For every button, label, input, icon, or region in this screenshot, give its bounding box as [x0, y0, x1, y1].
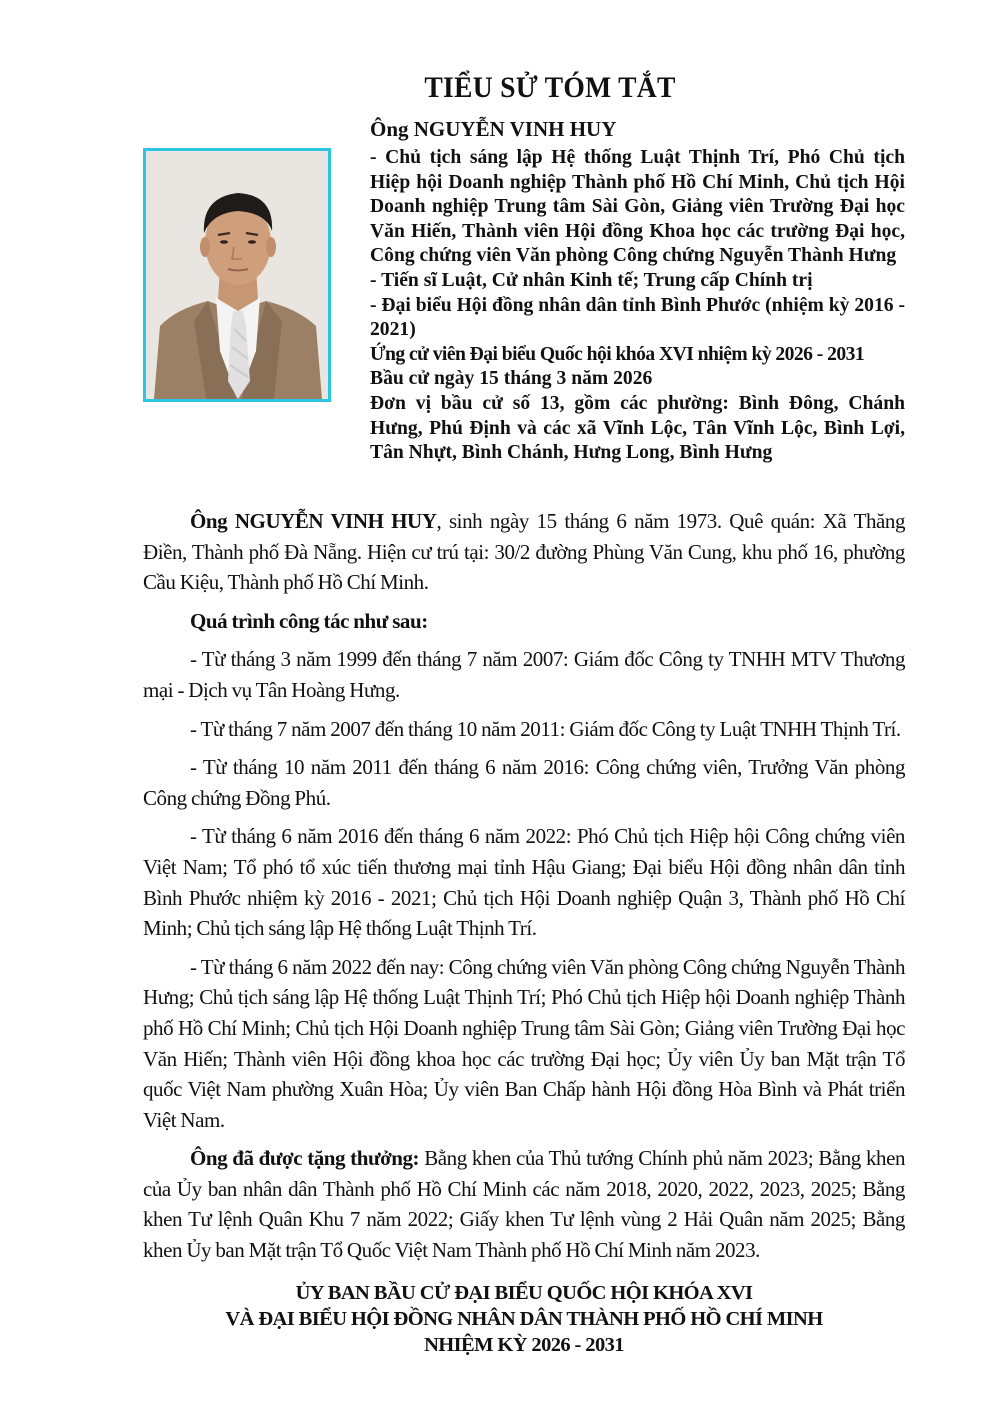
career-item: - Từ tháng 6 năm 2022 đến nay: Công chứng viên Văn phòng Công chứng Nguyễn Thành Hưng; Chủ tịch sáng lập Hệ thống Luật Thịnh Trí; Phó Chủ tịch Hiệp hội Doanh nghiệp Thành phố Hồ Chí Minh; Chủ tịch Hội Doanh nghiệp Trung tâm Sài Gòn; Giảng viên Trường Đại học Văn Hiến; Thành viên Hội đồng khoa học các trường Đại học; Ủy viên Ủy ban Mặt trận Tổ quốc Việt Nam phường Xuân Hòa; Ủy viên Ban Chấp hành Hội đồng Hòa Bình và Phát triển Việt Nam. [143, 954, 905, 1132]
committee-line-3: NHIỆM KỲ 2026 - 2031 [424, 1334, 624, 1356]
portrait-image-icon [146, 151, 328, 399]
summary-positions: - Chủ tịch sáng lập Hệ thống Luật Thịnh Trí, Phó Chủ tịch Hiệp hội Doanh nghiệp Thành phố Hồ Chí Minh, Chủ tịch Hội Doanh nghiệp Trung tâm Sài Gòn, Giảng viên Trường Đại học Văn Hiến, Thành viên Hội đồng Khoa học các trường Đại học, Công chứng viên Văn phòng Công chứng Nguyễn Thành Hưng [370, 147, 905, 267]
committee-line-1: ỦY BAN BẦU CỬ ĐẠI BIỂU QUỐC HỘI KHÓA XVI [295, 1282, 753, 1304]
issuing-committee [143, 1280, 905, 1358]
career-heading: Quá trình công tác như sau: [190, 608, 428, 633]
biography-body [143, 506, 905, 1274]
summary-constituency: Đơn vị bầu cử số 13, gồm các phường: Bình Đông, Chánh Hưng, Phú Định và các xã Vĩnh Lộc, Tân Vĩnh Lộc, Bình Lợi, Tân Nhựt, Bình Chánh, Hưng Long, Bình Hưng [370, 392, 905, 464]
intro-paragraph [143, 506, 905, 598]
awards-text: Bằng khen của Thủ tướng Chính phủ năm 2023; Bằng khen của Ủy ban nhân dân Thành phố Hồ Chí Minh các năm 2018, 2020, 2022, 2023, 2025; Bằng khen Tư lệnh Quân Khu 7 năm 2022; Giấy khen Tư lệnh vùng 2 Hải Quân năm 2025; Bằng khen Ủy ban Mặt trận Tổ Quốc Việt Nam Thành phố Hồ Chí Minh năm 2023. [143, 1146, 905, 1263]
career-item: - Từ tháng 6 năm 2016 đến tháng 6 năm 2022: Phó Chủ tịch Hiệp hội Công chứng viên Việt Nam; Tổ phó tổ xúc tiến thương mại tỉnh Hậu Giang; Đại biểu Hội đồng nhân dân tỉnh Bình Phước nhiệm kỳ 2016 - 2021; Chủ tịch Hội Doanh nghiệp Quận 3, Thành phố Hồ Chí Minh; Chủ tịch sáng lập Hệ thống Luật Thịnh Trí. [143, 824, 905, 941]
candidate-name: Ông NGUYỄN VINH HUY [370, 117, 617, 141]
portrait-photo [143, 148, 331, 402]
document-title: TIỂU SỬ TÓM TẮT [424, 71, 676, 104]
summary-election-date: Bầu cử ngày 15 tháng 3 năm 2026 [370, 368, 653, 390]
career-item: - Từ tháng 7 năm 2007 đến tháng 10 năm 2011: Giám đốc Công ty Luật TNHH Thịnh Trí. [190, 716, 901, 741]
summary-block [370, 114, 905, 466]
intro-name: Ông NGUYỄN VINH HUY [190, 509, 437, 533]
awards-label: Ông đã được tặng thưởng: [190, 1146, 420, 1171]
intro-text: , sinh ngày 15 tháng 6 năm 1973. Quê quán: Xã Thăng Điền, Thành phố Đà Nẵng. Hiện cư trú tại: 30/2 đường Phùng Văn Cung, khu phố 16, phường Cầu Kiệu, Thành phố Hồ Chí Minh. [143, 509, 905, 595]
career-item: - Từ tháng 10 năm 2011 đến tháng 6 năm 2016: Công chứng viên, Trưởng Văn phòng Công chứng Đồng Phú. [143, 755, 905, 810]
summary-candidacy: Ứng cử viên Đại biểu Quốc hội khóa XVI nhiệm kỳ 2026 - 2031 [370, 343, 865, 365]
summary-council-member: - Đại biểu Hội đồng nhân dân tỉnh Bình Phước (nhiệm kỳ 2016 - 2021) [370, 294, 905, 341]
summary-education: - Tiến sĩ Luật, Cử nhân Kinh tế; Trung cấp Chính trị [370, 269, 813, 291]
committee-line-2: VÀ ĐẠI BIỂU HỘI ĐỒNG NHÂN DÂN THÀNH PHỐ HỒ CHÍ MINH [225, 1308, 823, 1330]
career-item: - Từ tháng 3 năm 1999 đến tháng 7 năm 2007: Giám đốc Công ty TNHH MTV Thương mại - Dịch vụ Tân Hoàng Hưng. [143, 647, 905, 702]
awards-paragraph [143, 1143, 905, 1265]
